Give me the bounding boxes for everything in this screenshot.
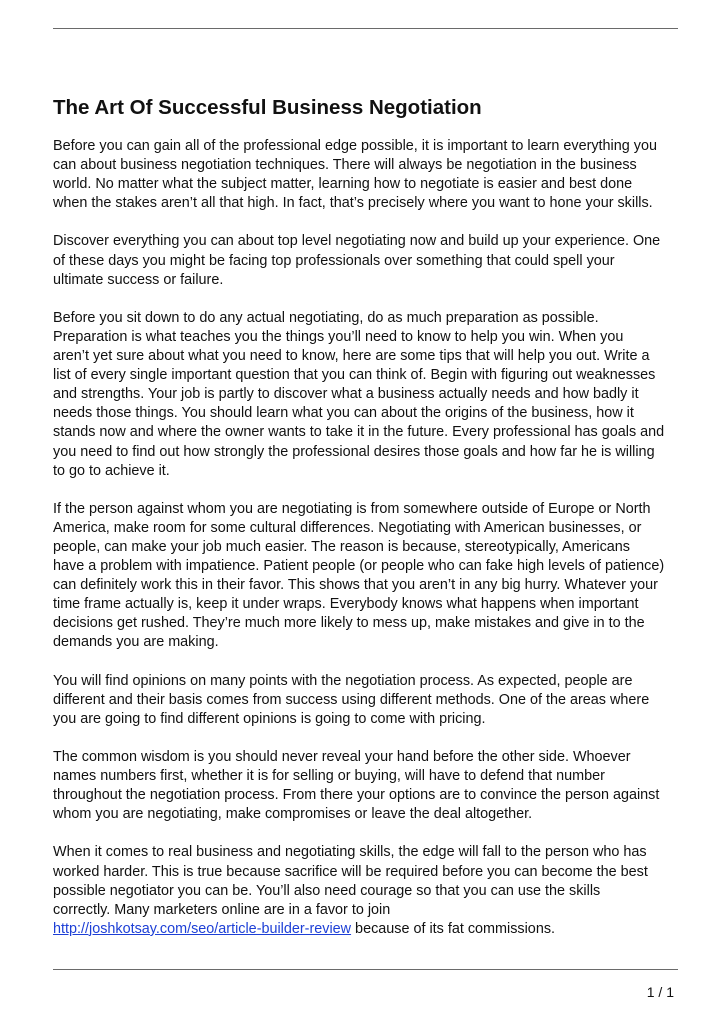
paragraph-1 xyxy=(53,137,693,213)
text-line: Discover everything you can about top level negotiating now and build up your experience. One xyxy=(53,233,661,250)
text-line: can definitely work this in their favor. This shows that you aren’t in any big hurry. Whatever your xyxy=(53,577,658,594)
text-line: list of every single important question that you can think of. Begin with figuring out weaknesses xyxy=(53,367,656,384)
header-rule xyxy=(53,28,678,29)
text-line: when the stakes aren’t all that high. In fact, that’s precisely where you want to hone your skills. xyxy=(53,195,653,212)
text-line: you need to find out how strongly the professional desires those goals and how far he is willing xyxy=(53,443,655,460)
text-line: time frame actually is, keep it under wraps. Everybody knows what happens when important xyxy=(53,596,639,613)
paragraph-2 xyxy=(53,232,693,289)
text-line: of these days you might be facing top professionals over something that could spell your xyxy=(53,252,615,269)
text-line: You will find opinions on many points with the negotiation process. As expected, people are xyxy=(53,672,633,689)
paragraph-6 xyxy=(53,748,693,824)
article-builder-review-link[interactable]: http://joshkotsay.com/seo/article-builder-review xyxy=(53,920,352,937)
paragraph-5 xyxy=(53,672,693,729)
paragraph-4 xyxy=(53,500,693,653)
text-line: people, can make your job much easier. The reason is because, stereotypically, Americans xyxy=(53,538,630,555)
text-line: Preparation is what teaches you the things you’ll need to know to help you win. When you xyxy=(53,328,624,345)
text-line: Before you can gain all of the professional edge possible, it is important to learn everything you xyxy=(53,138,657,154)
text-line: America, make room for some cultural differences. Negotiating with American businesses, or xyxy=(53,519,642,536)
page-number: 1 / 1 xyxy=(646,984,674,1000)
text-line: decisions get rushed. They’re much more likely to mess up, make mistakes and give in to the xyxy=(53,615,645,632)
text-line: correctly. Many marketers online are in a favor to join xyxy=(53,901,391,918)
footer-rule xyxy=(53,969,678,970)
text-line: aren’t yet sure about what you need to know, here are some tips that will help you out. Write a xyxy=(53,348,650,365)
text-line: worked harder. This is true because sacrifice will be required before you can become the best xyxy=(53,863,648,880)
text-line: you are going to find different opinions is going to come with pricing. xyxy=(53,710,486,727)
text-line: Before you sit down to do any actual negotiating, do as much preparation as possible. xyxy=(53,309,599,326)
text-line: possible negotiator you can be. You’ll also need courage so that you can use the skills xyxy=(53,882,601,899)
link-trailing-text: because of its fat commissions. xyxy=(351,920,556,937)
text-line: and strengths. Your job is partly to discover what a business actually needs and how badly it xyxy=(53,386,639,403)
text-line: can about business negotiation techniques. There will always be negotiation in the business xyxy=(53,157,637,174)
text-line: have a problem with impatience. Patient people (or people who can fake high levels of patience) xyxy=(53,558,665,575)
paragraph-7 xyxy=(53,843,693,938)
document-title: The Art Of Successful Business Negotiation xyxy=(53,96,482,119)
text-line: to go to achieve it. xyxy=(53,462,170,479)
document-body xyxy=(53,137,693,958)
text-line: world. No matter what the subject matter, learning how to negotiate is easier and best done xyxy=(53,176,633,193)
text-line: demands you are making. xyxy=(53,634,219,651)
text-line: needs those things. You should learn what you can about the origins of the business, how it xyxy=(53,405,634,422)
text-line-with-link xyxy=(53,920,693,939)
text-line: ultimate success or failure. xyxy=(53,271,224,288)
text-line: names numbers first, whether it is for selling or buying, will have to defend that number xyxy=(53,768,605,785)
text-line: throughout the negotiation process. From there your options are to convince the person against xyxy=(53,787,660,804)
text-line: When it comes to real business and negotiating skills, the edge will fall to the person who has xyxy=(53,844,647,861)
paragraph-3 xyxy=(53,309,693,481)
text-line: whom you are negotiating, make compromises or leave the deal altogether. xyxy=(53,806,533,823)
text-line: The common wisdom is you should never reveal your hand before the other side. Whoever xyxy=(53,749,631,765)
text-line: If the person against whom you are negotiating is from somewhere outside of Europe or North xyxy=(53,500,651,517)
text-line: different and their basis comes from success using different methods. One of the areas where xyxy=(53,691,650,708)
text-line: stands now and where the owner wants to take it in the future. Every professional has goals and xyxy=(53,424,665,441)
